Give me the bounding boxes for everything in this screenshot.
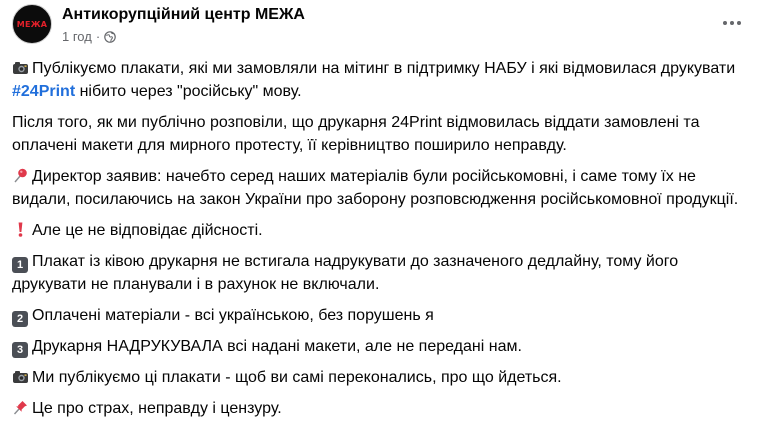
paragraph-9-text: Це про страх, неправду і цензуру. xyxy=(32,400,282,417)
paragraph-5-text: Плакат із ківою друкарня не встигала надрукувати до зазначеного дедлайну, тому його друкувати не планували і в рахунок не включали. xyxy=(12,253,679,293)
camera-flash-icon xyxy=(12,368,29,385)
paragraph-9 xyxy=(12,397,747,420)
paragraph-4-text: Але це не відповідає дійсності. xyxy=(32,222,263,239)
post-timestamp[interactable]: 1 год xyxy=(62,29,92,44)
paragraph-8-text: Ми публікуємо ці плакати - щоб ви самі переконались, про що йдеться. xyxy=(32,369,562,386)
paragraph-6-text: Оплачені матеріали - всі українською, без порушень я xyxy=(32,307,434,324)
paragraph-1 xyxy=(12,57,747,103)
avatar-logo-text: МЕЖА xyxy=(16,19,48,29)
more-dot xyxy=(730,21,734,25)
post-body xyxy=(12,57,747,428)
paragraph-3 xyxy=(12,165,747,211)
paragraph-6 xyxy=(12,304,747,327)
paragraph-2: Після того, як ми публічно розповіли, що друкарня 24Print відмовилась віддати замовлені та оплачені макети для мирного протесту, її керівництво поширило неправду. xyxy=(12,114,700,154)
paragraph-1-text-end: нібито через "російську" мову. xyxy=(75,83,302,100)
meta-separator: · xyxy=(95,29,101,44)
paragraph-3-text: Директор заявив: начебто серед наших матеріалів були російськомовні, і саме тому їх не видали, посилаючись на закон України про заборону розповсюдження російськомовної продукції. xyxy=(12,168,739,208)
hashtag-24print-link[interactable]: #24Print xyxy=(12,83,76,100)
paragraph-8 xyxy=(12,366,747,389)
globe-icon[interactable] xyxy=(104,31,116,43)
post-meta xyxy=(62,29,116,44)
keycap-three-icon: 3 xyxy=(12,342,28,358)
keycap-one-icon: 1 xyxy=(12,257,28,273)
exclamation-icon xyxy=(12,221,29,238)
paragraph-5 xyxy=(12,250,747,296)
more-dot xyxy=(723,21,727,25)
page-avatar[interactable] xyxy=(12,4,52,44)
paragraph-7 xyxy=(12,335,747,358)
round-pushpin-icon xyxy=(12,167,29,184)
page-name-link[interactable]: Антикорупційний центр МЕЖА xyxy=(62,6,305,23)
more-options-button[interactable] xyxy=(717,8,747,38)
camera-flash-icon xyxy=(12,59,29,76)
more-dot xyxy=(737,21,741,25)
paragraph-1-text: Публікуємо плакати, які ми замовляли на мітинг в підтримку НАБУ і які відмовилася друкувати xyxy=(32,60,736,77)
paragraph-7-text: Друкарня НАДРУКУВАЛА всі надані макети, але не передані нам. xyxy=(32,338,522,355)
paragraph-4 xyxy=(12,219,747,242)
pushpin-icon xyxy=(12,399,29,416)
keycap-two-icon: 2 xyxy=(12,311,28,327)
post-header xyxy=(12,4,747,50)
